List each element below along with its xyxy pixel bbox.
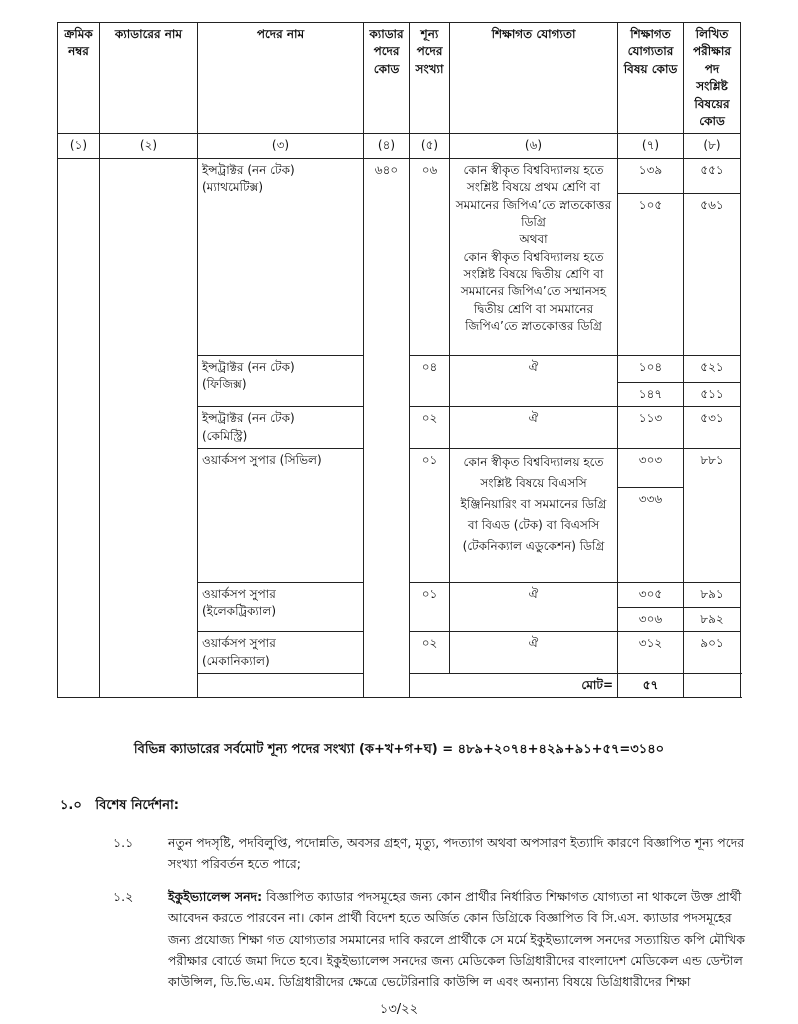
col-number: (৮) <box>684 134 741 158</box>
subject-code-cell: ১০৫ <box>618 193 684 355</box>
post-name-cell: ওয়ার্কসপ সুপার (সিভিল) <box>198 448 364 582</box>
qualification-cell: ঐ <box>450 407 618 449</box>
exam-code-cell: ৯০১ <box>684 632 741 674</box>
qualification-cell: কোন স্বীকৃত বিশ্ববিদ্যালয় হতে সংশ্লিষ্ট বিষয়ে বিএসসি ইঞ্জিনিয়ারিং বা সমমানের ডিগ্রি বা বিএড (টেক) বা বিএসসি (টেকনিক্যাল এডুকেশন) ডিগ্রি <box>450 448 618 582</box>
exam-code-cell: ৫১১ <box>684 382 741 406</box>
vacancy-cell: ০১ <box>410 582 450 631</box>
subject-code-cell: ৩১২ <box>618 632 684 674</box>
paragraph-body <box>168 886 753 992</box>
vacancy-cell: ০৪ <box>410 355 450 406</box>
total-empty-cell <box>684 674 741 698</box>
subject-code-cell: ৩০৫ <box>618 582 684 607</box>
paragraph-text: নতুন পদসৃষ্টি, পদবিলুপ্তি, পদোন্নতি, অবসর গ্রহণ, মৃত্যু, পদত্যাগ অথবা অপসারণ ইত্যাদি কারণে বিজ্ঞাপিত শূন্য পদের সংখ্যা পরিবর্তন হতে পারে; <box>168 835 745 872</box>
table-row <box>58 158 741 193</box>
header-cadre-name: ক্যাডারের নাম <box>100 23 198 134</box>
exam-code-cell: ৮৯২ <box>684 607 741 631</box>
paragraph-1-1 <box>113 832 753 875</box>
exam-code-cell: ৮৯১ <box>684 582 741 607</box>
header-post-name: পদের নাম <box>198 23 364 134</box>
post-name-cell: ইন্সট্রাক্টর (নন টেক) (ফিজিক্স) <box>198 355 364 406</box>
post-name-cell: ওয়ার্কসপ সুপার (ইলেকট্রিক্যাল) <box>198 582 364 631</box>
exam-code-cell: ৮৮১ <box>684 448 741 582</box>
subject-code-cell: ৩৩৬ <box>618 487 684 582</box>
col-number: (৬) <box>450 134 618 158</box>
header-row <box>58 23 741 134</box>
post-name-cell: ইন্সট্রাক্টর (নন টেক) (কেমিস্ট্রি) <box>198 407 364 449</box>
paragraph-text: বিজ্ঞাপিত ক্যাডার পদসমূহের জন্য কোন প্রার্থীর নির্ধারিত শিক্ষাগত যোগ্যতা না থাকলে উক্ত প্রার্থী আবেদন করতে পারবেন না। কোন প্রার্থী বিদেশ হতে অর্জিত কোন ডিগ্রিকে বিজ্ঞাপিত বি সি.এস. ক্যাডার পদসমূহের জন্য প্রযোজ্য শিক্ষা গত যোগ্যতার সমমানের দাবি করলে প্রার্থীকে সে মর্মে ইকুইভ্যালেন্স সনদের সত্যায়িত কপি মৌখিক পরীক্ষার বোর্ডে জমা দিতে হবে। ইকুইভ্যালেন্স সনদের জন্য মেডিকেল ডিগ্রিধারীদের বাংলাদেশ মেডিকেল এন্ড ডেন্টাল কাউন্সিল, ডি.ভি.এম. ডিগ্রিধারীদের ক্ষেত্রে ভেটেরিনারি কাউন্সি ল এবং অন্যান্য বিষয়ে ডিগ্রিধারীদের শিক্ষা <box>168 889 745 989</box>
exam-code-cell: ৫৩১ <box>684 407 741 449</box>
page-number: ১৩/২২ <box>379 1002 419 1017</box>
qualification-cell: ঐ <box>450 632 618 674</box>
header-subject-code: শিক্ষাগত যোগ্যতার বিষয় কোড <box>618 23 684 134</box>
cadre-name-cell <box>100 158 198 698</box>
header-vacancy: শূন্য পদের সংখ্যা <box>410 23 450 134</box>
post-name-cell: ওয়ার্কসপ সুপার (মেকানিক্যাল) <box>198 632 364 674</box>
qualification-cell: কোন স্বীকৃত বিশ্ববিদ্যালয় হতে সংশ্লিষ্ট বিষয়ে প্রথম শ্রেণি বা সমমানের জিপিএ’তে স্নাতকোত্তর ডিগ্রি অথবা কোন স্বীকৃত বিশ্ববিদ্যালয় হতে সংশ্লিষ্ট বিষয়ে দ্বিতীয় শ্রেণি বা সমমানের জিপিএ’তে সম্মানসহ দ্বিতীয় শ্রেণি বা সমমানের জিপিএ’তে স্নাতকোত্তর ডিগ্রি <box>450 158 618 355</box>
column-number-row <box>58 134 741 158</box>
header-serial: ক্রমিক নম্বর <box>58 23 100 134</box>
paragraph-1-2 <box>113 886 753 992</box>
exam-code-cell: ৫৬১ <box>684 193 741 355</box>
cadre-code-cell: ৬৪০ <box>364 158 410 698</box>
subject-code-cell: ৩০৬ <box>618 607 684 631</box>
col-number: (২) <box>100 134 198 158</box>
vacancy-cell: ০২ <box>410 632 450 674</box>
paragraph-number: ১.১ <box>113 835 134 850</box>
section-number: ১.০ <box>60 798 82 813</box>
post-name-cell: ইন্সট্রাক্টর (নন টেক) (ম্যাথমেটিক্স) <box>198 158 364 355</box>
subject-code-cell: ১১৩ <box>618 407 684 449</box>
col-number: (৪) <box>364 134 410 158</box>
header-exam-code: লিখিত পরীক্ষার পদ সংশ্লিষ্ট বিষয়ের কোড <box>684 23 741 134</box>
subject-code-cell: ১৩৯ <box>618 158 684 193</box>
exam-code-cell: ৫৫১ <box>684 158 741 193</box>
exam-code-cell: ৫২১ <box>684 355 741 382</box>
section-title: বিশেষ নির্দেশনা: <box>95 798 179 813</box>
subject-code-cell: ১৪৭ <box>618 382 684 406</box>
cadre-vacancy-table <box>57 22 741 698</box>
grand-total-line: বিভিন্ন ক্যাডারের সর্বমোট শূন্য পদের সংখ্যা (ক+খ+গ+ঘ) = ৪৮৯+২০৭৪+৪২৯+৯১+৫৭=৩১৪০ <box>133 742 665 757</box>
paragraph-number: ১.২ <box>113 889 134 904</box>
vacancy-cell: ০১ <box>410 448 450 582</box>
serial-cell <box>58 158 100 698</box>
header-qualification: শিক্ষাগত যোগ্যতা <box>450 23 618 134</box>
total-label: মোট= <box>198 674 618 698</box>
col-number: (৩) <box>198 134 364 158</box>
qualification-cell: ঐ <box>450 355 618 406</box>
qualification-cell: ঐ <box>450 582 618 631</box>
header-cadre-code: ক্যাডার পদের কোড <box>364 23 410 134</box>
col-number: (৫) <box>410 134 450 158</box>
subject-code-cell: ১০৪ <box>618 355 684 382</box>
section-heading <box>60 796 179 817</box>
subject-code-cell: ৩০৩ <box>618 448 684 487</box>
vacancy-cell: ০৬ <box>410 158 450 355</box>
vacancy-cell: ০২ <box>410 407 450 449</box>
total-value: ৫৭ <box>618 674 684 698</box>
col-number: (১) <box>58 134 100 158</box>
col-number: (৭) <box>618 134 684 158</box>
paragraph-lead: ইকুইভ্যালেন্স সনদ: <box>168 889 263 904</box>
